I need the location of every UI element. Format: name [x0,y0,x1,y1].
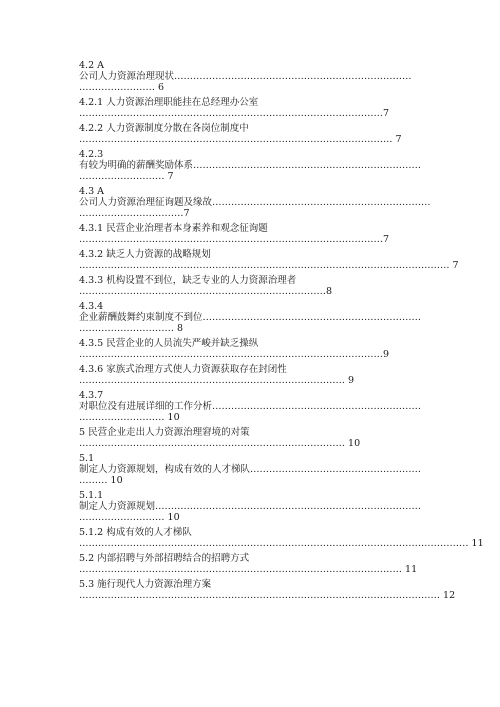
toc-entry [79,123,424,145]
toc-line: ……………………… 10 [79,512,180,523]
toc-line: ……………………… 10 [79,412,180,423]
toc-line: 5.2 内部招聘与外部招聘结合的招聘方式 [79,553,250,564]
toc-line: 对职位没有进展详细的工作分析………………………………………………………… [79,401,422,412]
toc-line: ……………………………………………………………………………………………………… 7 [79,260,459,271]
toc-entry [79,427,424,449]
toc-entry [79,453,424,486]
toc-line: ……… 10 [79,475,123,486]
toc-line: 4.2 A [79,60,104,71]
toc-line: 5.3 施行现代人力资源治理方案 [79,579,212,590]
toc-line: 4.3.4 [79,301,104,312]
toc-line: 4.3.6 家族式治理方式使人力资源获取存在封闭性 [79,364,287,375]
toc-line: ……………………… 7 [79,171,174,182]
toc-entry [79,97,424,119]
toc-line: 5.1.1 [79,490,104,501]
toc-entry [79,338,424,360]
toc-line: 4.3 A [79,186,104,197]
toc-entry [79,390,424,423]
toc-line: ………………………… 8 [79,323,184,334]
toc-entry [79,275,424,297]
toc-line: ……………………………………………………………………………………7 [79,234,390,245]
toc-entry [79,579,456,601]
toc-line: ……………………………………………………………………………………7 [79,108,390,119]
toc-line: ……………………………………………………………………8 [79,286,333,297]
toc-line: ……………………………………………………………………………………… 7 [79,134,402,145]
toc-line: ………………………………………………………………………… 9 [79,375,355,386]
toc-entry [79,490,424,523]
toc-line: 4.2.2 人力资源制度分散在各岗位制度中 [79,123,249,134]
toc-entry [79,60,424,93]
table-of-contents [79,60,484,601]
toc-line: 4.3.2 缺乏人力资源的战略规划 [79,249,211,260]
toc-line: 5.1.2 构成有效的人才梯队 [79,527,192,538]
toc-line: …………………………………………………………………………………………………………… 11 [79,538,484,549]
toc-line: ……………………………………………………………………………………9 [79,349,390,360]
toc-line: 5 民营企业走出人力资源治理窘境的对策 [79,427,250,438]
toc-line: 有较为明确的薪酬奖励体系……………………………………………………………… [79,160,422,171]
toc-line: 4.3.5 民营企业的人员流失严峻并缺乏操纵 [79,338,259,349]
toc-line: ……………………………7 [79,208,190,219]
toc-entry [79,301,424,334]
toc-entry [79,553,424,575]
toc-entry [79,249,459,271]
toc-entry [79,149,424,182]
toc-line: ………………………………………………………………………………………… 11 [79,564,418,575]
toc-entry [79,527,484,549]
toc-line: 4.3.1 民营企业治理者本身素养和观念征询题 [79,223,268,234]
toc-line: 制定人力资源规划………………………………………………………………………… [79,501,422,512]
toc-line: 公司人力资源治理征询题及缘故…………………………………………………………… [79,197,431,208]
toc-entry [79,186,431,219]
toc-line: 企业薪酬鼓舞约束制度不到位…………………………………………………………… [79,312,422,323]
toc-line: ………………………………………………………………………… 10 [79,438,361,449]
toc-line: 4.2.1 人力资源治理职能挂在总经理办公室 [79,97,259,108]
toc-line: 5.1 [79,453,95,464]
toc-line: …………………… 6 [79,82,165,93]
toc-entry [79,364,424,386]
toc-line: 4.3.7 [79,390,104,401]
toc-line: 4.2.3 [79,149,104,160]
toc-line: 4.3.3 机构设置不到位，缺乏专业的人力资源治理者 [79,275,297,286]
toc-line: 制定人力资源规划，构成有效的人才梯队……………………………………………… [79,464,422,475]
toc-line: …………………………………………………………………………………………………… 12 [79,590,456,601]
toc-entry [79,223,424,245]
toc-line: 公司人力资源治理现状………………………………………………………………… [79,71,412,82]
